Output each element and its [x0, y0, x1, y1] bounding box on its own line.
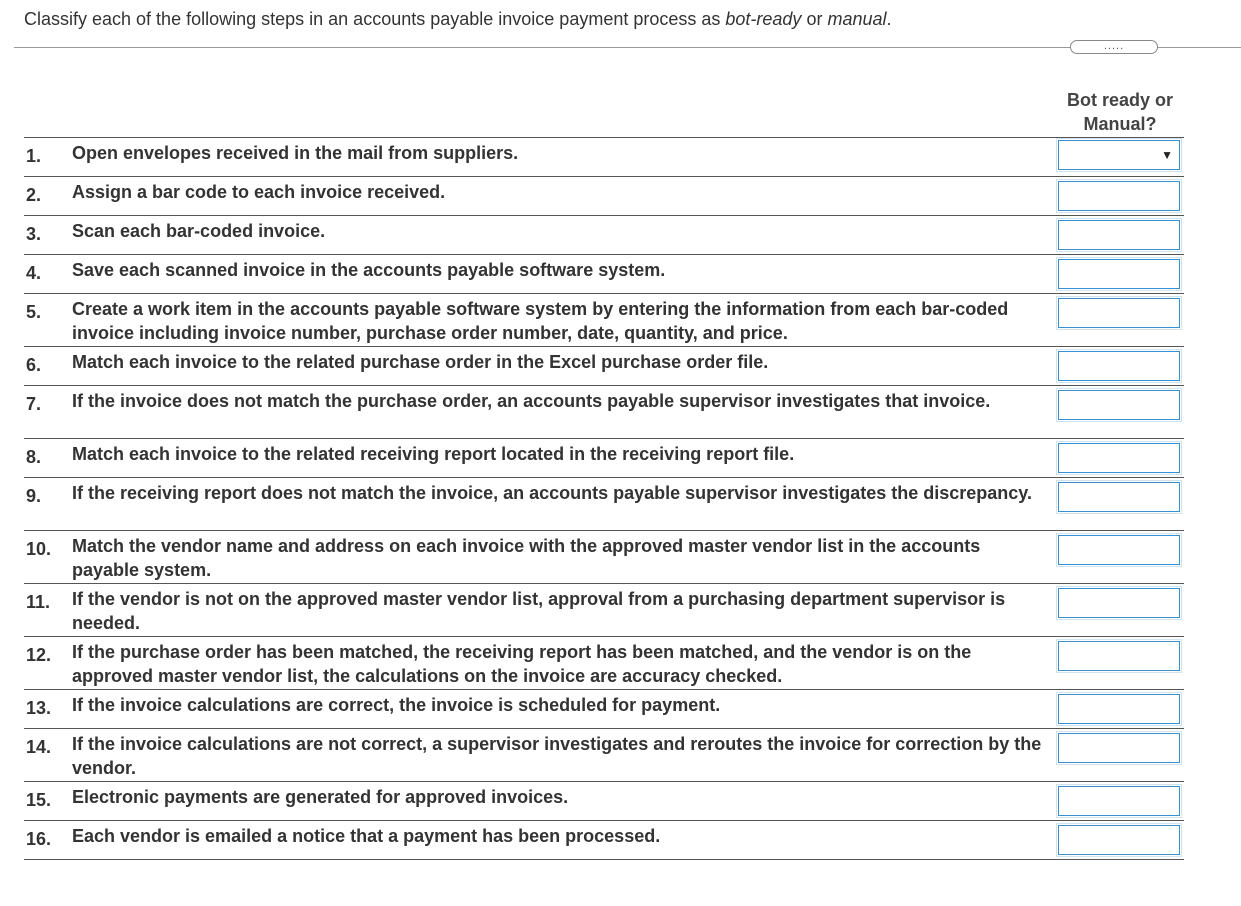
step-row: [24, 216, 1184, 255]
step-row: [24, 531, 1184, 584]
answer-dropdown[interactable]: [1058, 298, 1180, 328]
answer-dropdown[interactable]: [1058, 351, 1180, 381]
step-text: If the invoice calculations are not correct, a supervisor investigates and reroutes the invoice for correction by the vendor.: [72, 734, 1042, 778]
step-text: Create a work item in the accounts payable software system by entering the information from each bar-coded invoice including invoice number, purchase order number, date, quantity, and price.: [72, 299, 1009, 343]
step-text: Save each scanned invoice in the accounts payable software system.: [72, 260, 666, 280]
steps-table: [24, 137, 1184, 860]
answer-dropdown[interactable]: [1058, 482, 1180, 512]
step-number: 7.: [26, 394, 42, 414]
step-text: Match each invoice to the related purchase order in the Excel purchase order file.: [72, 352, 769, 372]
answer-dropdown[interactable]: [1058, 259, 1180, 289]
instructions-text: [24, 9, 892, 30]
step-row: [24, 294, 1184, 347]
step-text: If the invoice calculations are correct, the invoice is scheduled for payment.: [72, 695, 721, 715]
step-number: 12.: [26, 645, 52, 665]
expand-more-button[interactable]: .....: [1070, 40, 1158, 54]
answer-column-header-line2: Manual?: [1083, 114, 1157, 134]
step-number: 9.: [26, 486, 42, 506]
step-text: Scan each bar-coded invoice.: [72, 221, 326, 241]
step-number: 13.: [26, 698, 52, 718]
instructions-post: .: [886, 9, 892, 29]
step-number: 6.: [26, 355, 42, 375]
step-text: Match the vendor name and address on each invoice with the approved master vendor list in the accounts payable system.: [72, 536, 981, 580]
header-divider: [14, 47, 1241, 48]
step-row: [24, 386, 1184, 439]
step-row: [24, 255, 1184, 294]
term-bot-ready: bot-ready: [725, 9, 802, 29]
step-row: [24, 177, 1184, 216]
step-text: Electronic payments are generated for approved invoices.: [72, 787, 569, 807]
step-number: 11.: [26, 592, 51, 612]
step-row: [24, 690, 1184, 729]
step-text: If the receiving report does not match the invoice, an accounts payable supervisor investigates the discrepancy.: [72, 483, 1032, 503]
step-row: [24, 637, 1184, 690]
step-number: 2.: [26, 185, 42, 205]
chevron-down-icon: ▼: [1161, 148, 1173, 162]
step-number: 15.: [26, 790, 52, 810]
instructions-pre: Classify each of the following steps in an accounts payable invoice payment process as: [24, 9, 726, 29]
step-number: 10.: [26, 539, 52, 559]
answer-dropdown[interactable]: [1058, 786, 1180, 816]
step-text: Match each invoice to the related receiving report located in the receiving report file.: [72, 444, 795, 464]
step-row: [24, 821, 1184, 860]
step-number: 8.: [26, 447, 42, 467]
answer-dropdown[interactable]: [1058, 588, 1180, 618]
answer-dropdown[interactable]: [1058, 390, 1180, 420]
step-number: 14.: [26, 737, 52, 757]
answer-column-header-line1: Bot ready or: [1066, 90, 1174, 110]
step-number: 4.: [26, 263, 42, 283]
answer-dropdown[interactable]: [1058, 733, 1180, 763]
step-row: [24, 729, 1184, 782]
answer-dropdown[interactable]: [1058, 443, 1180, 473]
answer-dropdown[interactable]: [1058, 220, 1180, 250]
answer-column-header: [1056, 88, 1184, 136]
answer-dropdown[interactable]: [1058, 140, 1180, 170]
step-text: Assign a bar code to each invoice received.: [72, 182, 446, 202]
step-number: 3.: [26, 224, 42, 244]
step-text: If the vendor is not on the approved master vendor list, approval from a purchasing department supervisor is needed.: [72, 589, 1006, 633]
term-manual: manual: [827, 9, 887, 29]
step-number: 1.: [26, 146, 42, 166]
instructions-mid: or: [801, 9, 828, 29]
step-number: 5.: [26, 302, 42, 322]
step-row: [24, 439, 1184, 478]
step-row: [24, 347, 1184, 386]
step-number: 16.: [26, 829, 52, 849]
step-text: If the invoice does not match the purchase order, an accounts payable supervisor investigates that invoice.: [72, 391, 991, 411]
step-text: Each vendor is emailed a notice that a payment has been processed.: [72, 826, 661, 846]
answer-dropdown[interactable]: [1058, 181, 1180, 211]
step-row: [24, 584, 1184, 637]
answer-dropdown[interactable]: [1058, 694, 1180, 724]
step-row: [24, 478, 1184, 531]
step-text: If the purchase order has been matched, the receiving report has been matched, and the vendor is on the approved master vendor list, the calculations on the invoice are accuracy checked.: [72, 642, 972, 686]
step-row: [24, 782, 1184, 821]
answer-dropdown[interactable]: [1058, 535, 1180, 565]
step-text: Open envelopes received in the mail from suppliers.: [72, 143, 519, 163]
answer-dropdown[interactable]: [1058, 641, 1180, 671]
answer-dropdown[interactable]: [1058, 825, 1180, 855]
step-row: [24, 138, 1184, 177]
